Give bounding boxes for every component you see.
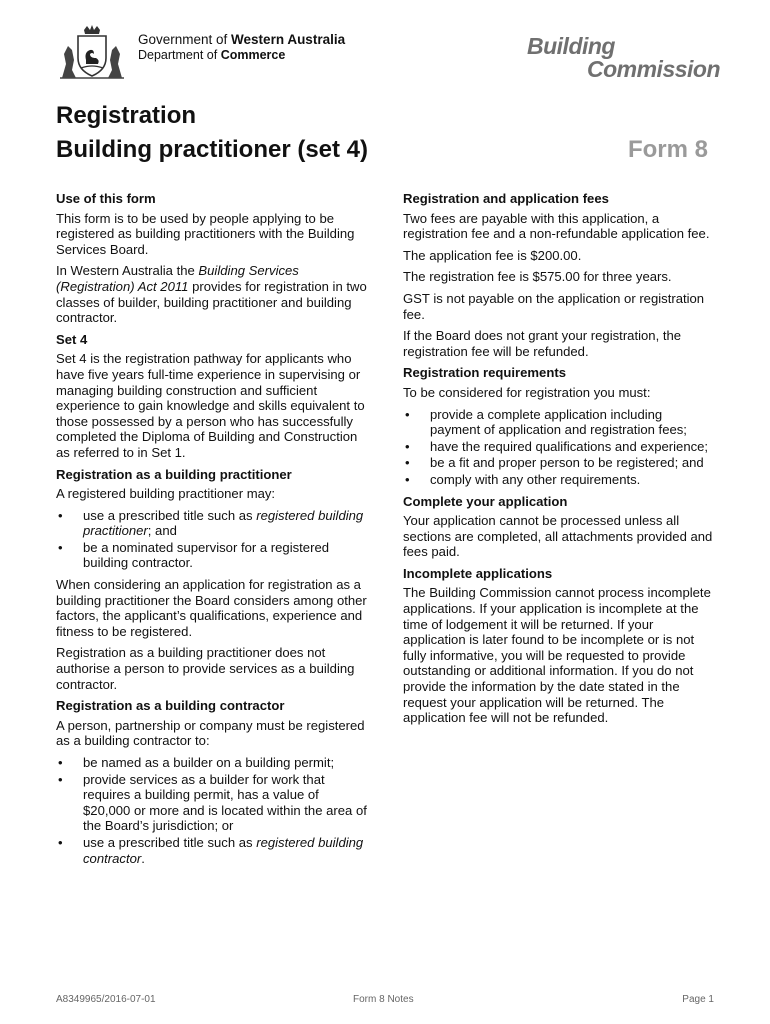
list-item: • provide a complete application including payment of application and registration fees; bbox=[405, 406, 687, 438]
building-commission-logo: Building Commission bbox=[527, 33, 721, 82]
incomplete-heading: Incomplete applications bbox=[403, 565, 553, 581]
application-fee: The application fee is $200.00. bbox=[403, 247, 582, 263]
set4-heading: Set 4 bbox=[56, 331, 88, 347]
fees-paragraph: Two fees are payable with this application, a registration fee and a non-refundable application fee. bbox=[403, 210, 710, 242]
document-id: A8349965/2016-07-01 bbox=[56, 994, 156, 1005]
requirements-intro: To be considered for registration you must: bbox=[403, 384, 651, 400]
practitioner-limitation: Registration as a building practitioner does not authorise a person to provide services as a building contractor. bbox=[56, 645, 355, 692]
government-name: Government of Western Australia bbox=[138, 32, 346, 47]
department-name: Department of Commerce bbox=[138, 48, 286, 62]
right-column bbox=[403, 191, 715, 732]
page-number: Page 1 bbox=[682, 994, 714, 1005]
list-item: • use a prescribed title such as registered building practitioner; and bbox=[58, 507, 364, 539]
refund-note: If the Board does not grant your registration, the registration fee will be refunded. bbox=[403, 328, 682, 359]
use-paragraph: This form is to be used by people applying to be registered as building practitioners with the Building Services Board. bbox=[56, 210, 355, 257]
page-subtitle: Building practitioner (set 4) bbox=[56, 136, 369, 163]
contractor-heading: Registration as a building contractor bbox=[56, 698, 285, 714]
footer-title: Form 8 Notes bbox=[353, 994, 414, 1005]
requirements-list bbox=[403, 407, 715, 488]
contractor-list bbox=[56, 755, 368, 866]
practitioner-considerations: When considering an application for registration as a building practitioner the Board considers among other factors, the applicant’s qualifications, experience and fitness to be registered. bbox=[56, 577, 367, 639]
list-item: • have the required qualifications and experience; bbox=[405, 438, 709, 454]
list-item: • provide services as a builder for work that requires a building permit, has a value of $20,000 or more and is located within the area of the Board’s jurisdiction; or bbox=[58, 771, 367, 834]
list-item: • use a prescribed title such as registered building contractor. bbox=[58, 834, 364, 866]
list-item: • be a fit and proper person to be registered; and bbox=[405, 455, 704, 471]
act-paragraph: In Western Australia the Building Services (Registration) Act 2011 provides for registration in two classes of builder, building practitioner and building contractor. bbox=[56, 263, 367, 326]
use-heading: Use of this form bbox=[56, 191, 156, 206]
practitioner-intro: A registered building practitioner may: bbox=[56, 486, 276, 502]
list-item: • be a nominated supervisor for a registered building contractor. bbox=[58, 539, 330, 571]
requirements-heading: Registration requirements bbox=[403, 365, 566, 381]
list-item: • comply with any other requirements. bbox=[405, 471, 641, 487]
page-title: Registration bbox=[56, 102, 197, 129]
gst-note: GST is not payable on the application or registration fee. bbox=[403, 290, 705, 322]
coat-of-arms-icon bbox=[56, 24, 128, 80]
left-column bbox=[56, 191, 368, 872]
complete-paragraph: Your application cannot be processed unless all sections are completed, all attachments provided and fees paid. bbox=[403, 513, 713, 560]
practitioner-heading: Registration as a building practitioner bbox=[56, 466, 292, 482]
form-number: Form 8 bbox=[627, 136, 708, 163]
complete-heading: Complete your application bbox=[403, 493, 568, 509]
fees-heading: Registration and application fees bbox=[403, 191, 609, 206]
list-item: • be named as a builder on a building permit; bbox=[58, 755, 335, 770]
practitioner-list bbox=[56, 508, 368, 571]
incomplete-paragraph: The Building Commission cannot process incomplete applications. If your application is incomplete at the time of lodgement it will be returned. If your application is later found to be incomplete or is not fully informative, you will be requested to provide outstanding or additional information. If you do not provide the information by the date stated in the request your application will be returned. The application fee will not be refunded. bbox=[403, 585, 711, 726]
set4-paragraph: Set 4 is the registration pathway for applicants who have five years full-time experience in supervising or managing building construction and sufficient experience to gain knowledge and skills equivalent to those possessed by a person who has successfully completed the Diploma of Building and Construction as referred to in Set 1. bbox=[56, 351, 365, 460]
contractor-intro: A person, partnership or company must be registered as a building contractor to: bbox=[56, 717, 365, 749]
registration-fee: The registration fee is $575.00 for three years. bbox=[403, 269, 672, 285]
